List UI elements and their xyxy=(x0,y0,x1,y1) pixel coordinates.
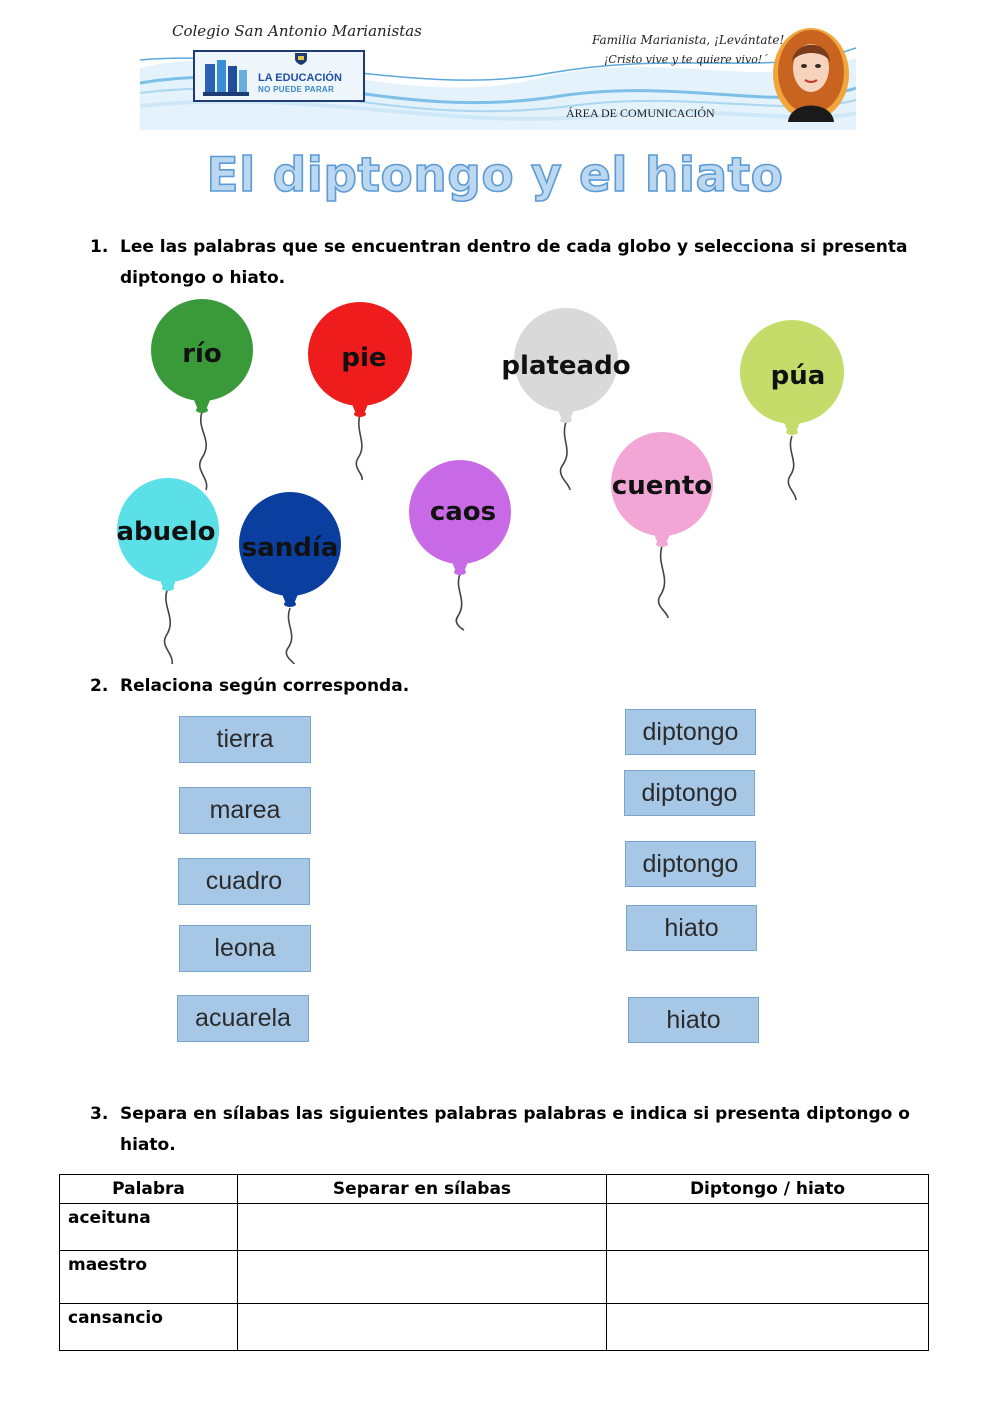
syllables-answer-cell[interactable] xyxy=(238,1204,607,1251)
question-1-text: Lee las palabras que se encuentran dentro de cada globo y selecciona si presenta diptongo o hiato. xyxy=(120,237,908,288)
syllables-answer-cell[interactable] xyxy=(238,1304,607,1351)
logo-line-1: LA EDUCACIÓN xyxy=(258,72,342,84)
balloon-label: plateado xyxy=(501,351,631,381)
balloon-label: río xyxy=(182,339,222,369)
logo-line-2: NO PUEDE PARAR xyxy=(258,85,335,94)
balloon-pua[interactable] xyxy=(740,320,844,435)
match-type-box[interactable]: diptongo xyxy=(624,770,755,816)
word-cell: maestro xyxy=(60,1251,238,1304)
balloon-label: púa xyxy=(770,361,826,391)
question-1-number: 1. xyxy=(90,237,109,257)
column-header: Palabra xyxy=(60,1175,238,1204)
type-answer-cell[interactable] xyxy=(607,1304,929,1351)
balloon-label: caos xyxy=(429,497,497,527)
match-word-box[interactable]: tierra xyxy=(179,716,311,763)
table-row xyxy=(60,1304,929,1351)
area-label: ÁREA DE COMUNICACIÓN xyxy=(566,106,715,120)
table-row xyxy=(60,1251,929,1304)
motto-line-1: Familia Marianista, ¡Levántate! xyxy=(592,33,785,47)
match-word-box[interactable]: acuarela xyxy=(177,995,309,1042)
type-answer-cell[interactable] xyxy=(607,1204,929,1251)
word-cell: aceituna xyxy=(60,1204,238,1251)
table-header-row xyxy=(60,1175,929,1204)
match-type-box[interactable]: diptongo xyxy=(625,709,756,755)
balloon-label: pie xyxy=(341,343,387,373)
motto-line-2: ¡Cristo vive y te quiere vivo!´ xyxy=(604,53,768,66)
balloon-cuento[interactable] xyxy=(611,432,713,547)
balloon-label: cuento xyxy=(611,471,713,501)
syllable-table xyxy=(59,1174,929,1351)
balloon-label: sandía xyxy=(241,533,339,563)
balloon-rio[interactable] xyxy=(151,299,253,413)
table-row xyxy=(60,1204,929,1251)
school-name: Colegio San Antonio Marianistas xyxy=(172,22,422,40)
match-type-box[interactable]: diptongo xyxy=(625,841,756,887)
teacher-avatar xyxy=(770,22,852,122)
balloon-abuelo[interactable] xyxy=(116,478,219,591)
match-word-box[interactable]: leona xyxy=(179,925,311,972)
balloon-caos[interactable] xyxy=(409,460,511,575)
column-header: Diptongo / hiato xyxy=(607,1175,929,1204)
match-word-box[interactable]: marea xyxy=(179,787,311,834)
balloon-sandia[interactable] xyxy=(239,492,341,607)
syllables-answer-cell[interactable] xyxy=(238,1251,607,1304)
match-word-box[interactable]: cuadro xyxy=(178,858,310,905)
crest-icon xyxy=(294,52,308,66)
question-3-text: Separa en sílabas las siguientes palabras palabras e indica si presenta diptongo o hiato. xyxy=(120,1104,910,1155)
type-answer-cell[interactable] xyxy=(607,1251,929,1304)
question-2-number: 2. xyxy=(90,676,109,696)
balloon-plateado[interactable] xyxy=(501,308,630,423)
books-icon xyxy=(199,54,255,100)
question-3-number: 3. xyxy=(90,1104,109,1124)
word-cell: cansancio xyxy=(60,1304,238,1351)
balloon-pie[interactable] xyxy=(308,302,412,417)
match-type-box[interactable]: hiato xyxy=(628,997,759,1043)
balloon-label: abuelo xyxy=(116,517,216,547)
question-2-text: Relaciona según corresponda. xyxy=(120,676,410,696)
balloons-area xyxy=(0,290,1000,670)
match-type-box[interactable]: hiato xyxy=(626,905,757,951)
column-header: Separar en sílabas xyxy=(238,1175,607,1204)
page-title: El diptongo y el hiato xyxy=(206,148,784,203)
